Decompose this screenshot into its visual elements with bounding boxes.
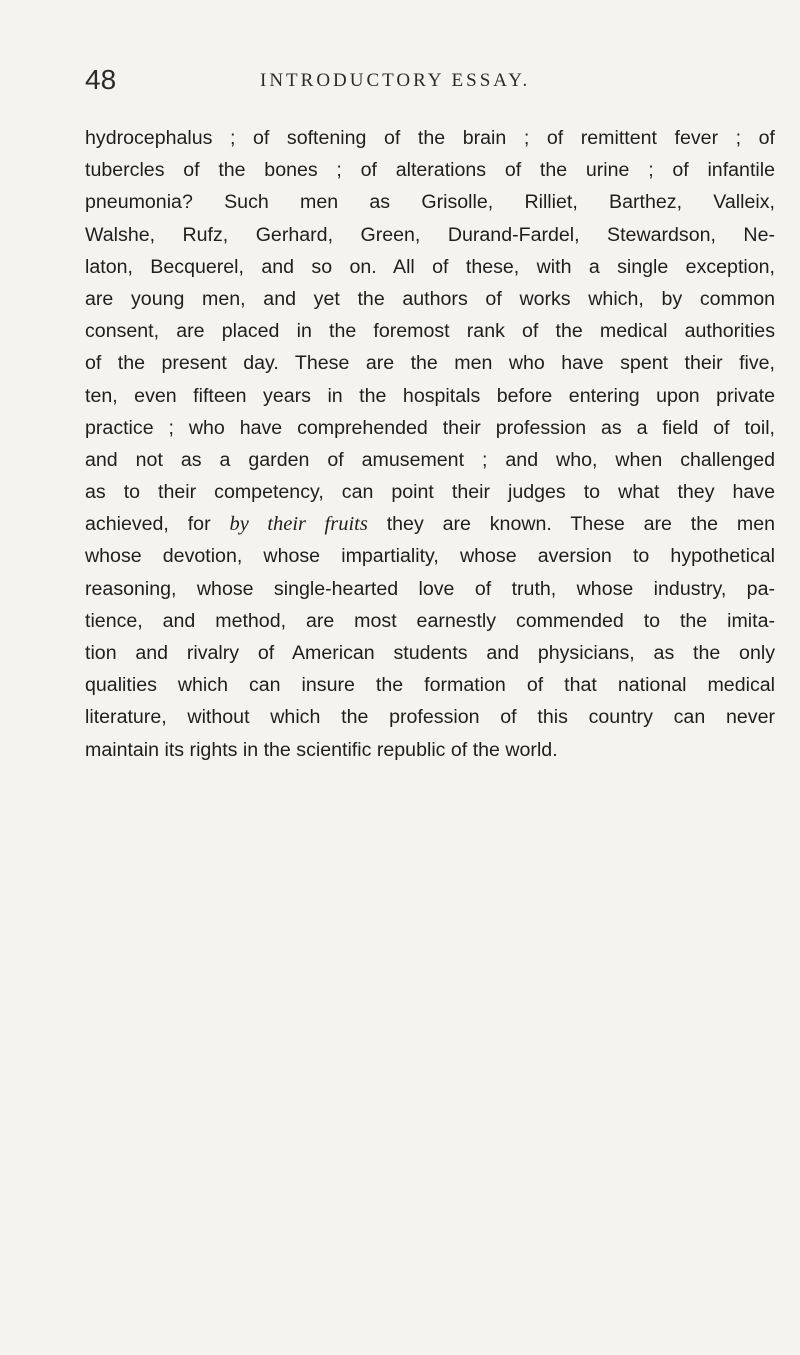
text-line: reasoning, whose single-hearted love of truth, whose industry, pa- bbox=[85, 577, 775, 600]
text-segment: achieved, for bbox=[85, 513, 230, 536]
text-line: of the present day. These are the men who have spent their five, bbox=[85, 352, 775, 375]
text-segment: they are known. These are the men bbox=[367, 513, 775, 536]
text-line: tion and rivalry of American students and physicians, as the only bbox=[85, 642, 775, 664]
text-line: and not as a garden of amusement ; and who, when challenged bbox=[85, 448, 775, 471]
text-line: literature, without which the profession of this country can never bbox=[85, 706, 775, 729]
page-number: 48 bbox=[85, 64, 117, 95]
running-head: INTRODUCTORY ESSAY. bbox=[260, 70, 531, 91]
text-line: tience, and method, are most earnestly commended to the imita- bbox=[85, 609, 775, 632]
text-line-with-italic bbox=[85, 508, 775, 540]
text-line: whose devotion, whose impartiality, whose aversion to hypothetical bbox=[85, 545, 775, 568]
italic-phrase: by their fruits bbox=[229, 513, 368, 536]
text-line: qualities which can insure the formation of that national medical bbox=[85, 674, 775, 697]
text-line: hydrocephalus ; of softening of the brain ; of remittent fever ; of bbox=[85, 127, 775, 149]
body-paragraph bbox=[85, 122, 775, 766]
text-line: tubercles of the bones ; of alterations of the urine ; of infantile bbox=[85, 159, 775, 182]
text-line: Walshe, Rufz, Gerhard, Green, Durand-Fardel, Stewardson, Ne- bbox=[85, 223, 775, 246]
text-line: are young men, and yet the authors of works which, by common bbox=[85, 287, 775, 310]
text-line-final: maintain its rights in the scientific republic of the world. bbox=[85, 738, 558, 761]
text-line: practice ; who have comprehended their profession as a field of toil, bbox=[85, 416, 775, 439]
page-header bbox=[85, 62, 735, 98]
text-line: ten, even fifteen years in the hospitals before entering upon private bbox=[85, 384, 775, 407]
text-line: pneumonia? Such men as Grisolle, Rilliet, Barthez, Valleix, bbox=[85, 191, 775, 214]
text-line: consent, are placed in the foremost rank of the medical authorities bbox=[85, 320, 775, 343]
text-line: as to their competency, can point their judges to what they have bbox=[85, 481, 775, 504]
text-line: laton, Becquerel, and so on. All of these, with a single exception, bbox=[85, 255, 775, 278]
